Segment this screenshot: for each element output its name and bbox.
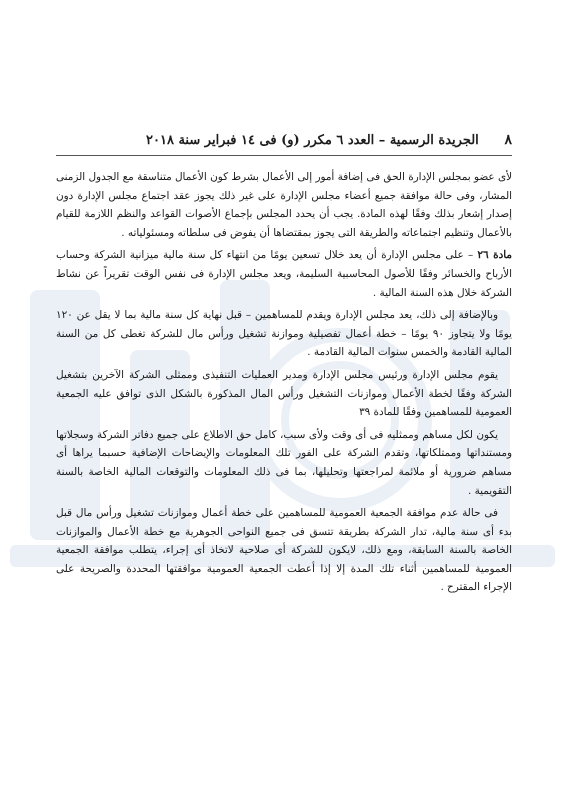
header-divider — [56, 155, 512, 156]
paragraph — [56, 168, 512, 242]
paragraph — [56, 366, 512, 422]
paragraph-text: وبالإضافة إلى ذلك، يعد مجلس الإدارة ويقدم للمساهمين – قبل نهاية كل سنة مالية بما لا يقل عن ١٢٠ يومًا ولا يتجاوز ٩٠ يومًا – خطة أعمال تفصيلية وموازنة تشغيل ورأس مال للشركة تغطى كل من السنة المالية القادمة والخمس سنوات المالية القادمة . — [56, 309, 512, 359]
article-label: مادة ٢٦ — [477, 249, 512, 262]
paragraph — [56, 504, 512, 597]
paragraph — [56, 306, 512, 362]
paragraph-text: لأى عضو بمجلس الإدارة الحق فى إضافة أمور إلى الأعمال بشرط كون الأعمال متناسقة مع الجدول الزمنى المشار، وفى حالة موافقة جميع أعضاء مجلس الإدارة على غير ذلك يجوز عقد اجتماع مجلس الإدارة دون إصدار إشعار بذلك وفقًا لهذه المادة. يجب أن يحدد المجلس بإجماع الأصوات القواعد والنظم اللازمة للقيام بالأعمال وتنظيم اجتماعاته والطريقة التى يجوز بمقتضاها أن يفوض فى سلطاته ومسئولياته . — [56, 171, 512, 239]
paragraph-text: فى حالة عدم موافقة الجمعية العمومية للمساهمين على خطة أعمال وموازنات تشغيل ورأس مال قبل بدء أى سنة مالية، تدار الشركة بطريقة تتسق فى جميع النواحى الجوهرية مع خطة الأعمال والموازنات الخاصة بالسنة السابقة، ومع ذلك، لايكون للشركة أى صلاحية لاتخاذ أى إجراء، يتطلب موافقة الجمعية العمومية للمساهمين أثناء تلك المدة إلا إذا أعطت الجمعية العمومية موافقتها المحددة والصريحة على الإجراء المقترح . — [56, 507, 512, 594]
paragraph-article-26 — [56, 246, 512, 302]
paragraph-text: يقوم مجلس الإدارة ورئيس مجلس الإدارة ومدير العمليات التنفيذى وممثلى الشركة الآخرين بتشغيل الشركة وفقًا لخطة الأعمال وموازنات التشغيل ورأس المال المذكورة بالشكل الذى توافق عليه الجمعية العمومية للمساهمين وفقًا للمادة ٣٩ — [56, 368, 512, 419]
document-body — [56, 168, 512, 601]
page-header — [146, 132, 512, 148]
paragraph — [56, 426, 512, 500]
paragraph-text: – على مجلس الإدارة أن يعد خلال تسعين يومًا من انتهاء كل سنة مالية ميزانية الشركة وحساب الأرباح والخسائر وفقًا للأصول المحاسبية السليمة، ويعد مجلس الإدارة فى نفس الوقت تقريراً عن نشاط الشركة خلال هذه السنة المالية . — [56, 249, 512, 299]
gazette-title: الجريدة الرسمية – العدد ٦ مكرر (و) فى ١٤ فبراير سنة ٢٠١٨ — [146, 133, 479, 148]
page-number: ٨ — [504, 132, 512, 148]
paragraph-text: يكون لكل مساهم وممثليه فى أى وقت ولأى سبب، كامل حق الاطلاع على جميع دفاتر الشركة وسجلاتها ومستنداتها وممتلكاتها، وتقدم الشركة على الفور تلك المعلومات والإيضاحات الإضافية حسبما يراها أى مساهم ضرورية أو ملائمة لمراجعتها وتحليلها، بما فى ذلك المعلومات والتوقعات المالية الخاصة بالسنة التقويمية . — [56, 428, 512, 497]
